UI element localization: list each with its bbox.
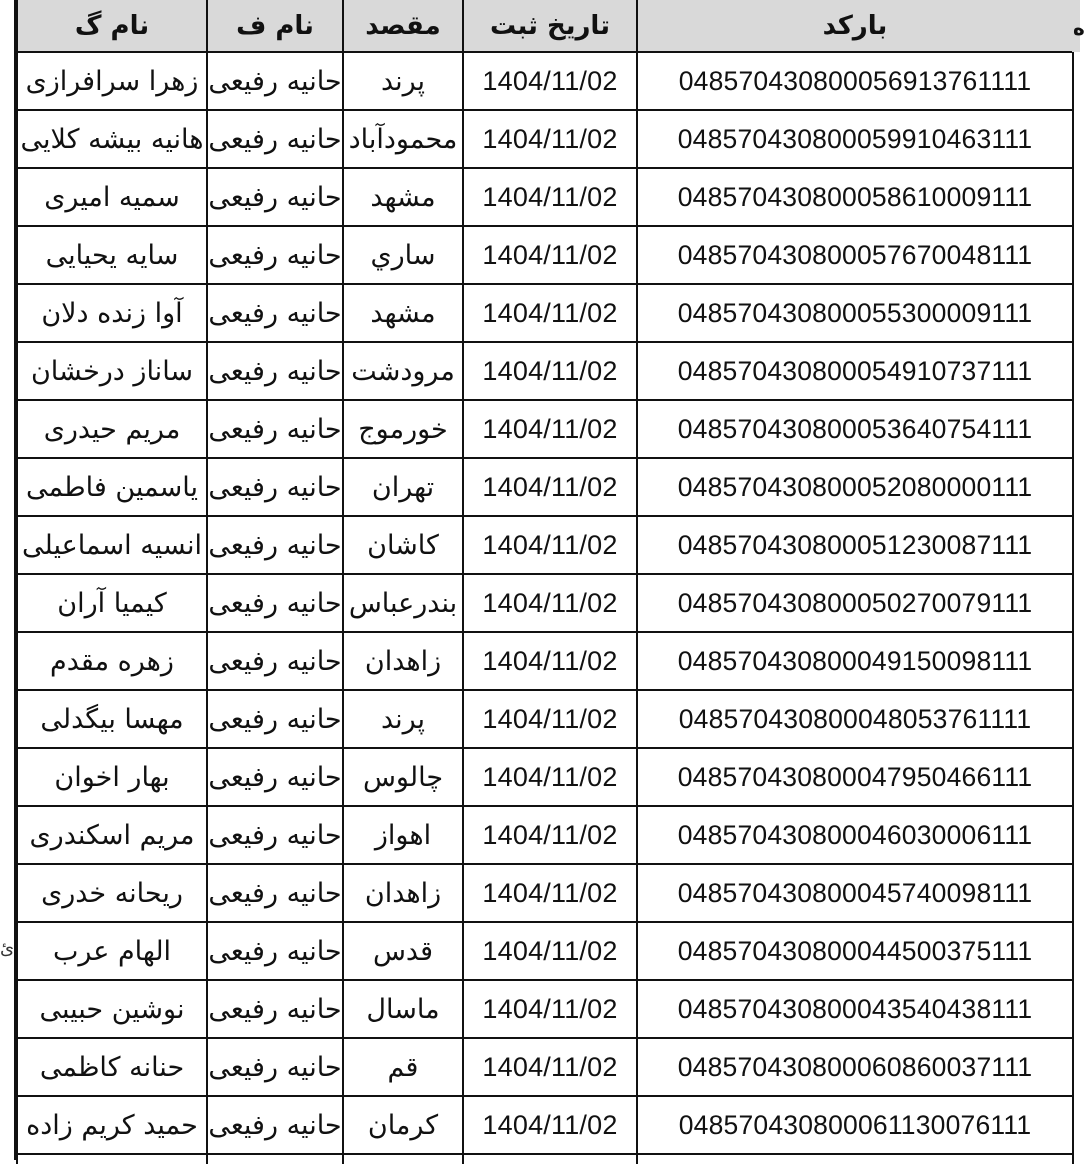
cell-name-g[interactable]: مهسا بیگدلی xyxy=(17,690,207,748)
cell-reg-date[interactable]: 1404/11/02 xyxy=(463,226,637,284)
table-row[interactable] xyxy=(17,458,1073,516)
cell-barcode[interactable]: 048570430800060860037111 xyxy=(637,1038,1073,1096)
cell-destination[interactable]: مرودشت xyxy=(343,342,463,400)
cell-destination[interactable]: کاشان xyxy=(343,516,463,574)
cell-destination[interactable]: قم xyxy=(343,1038,463,1096)
cell-destination[interactable]: کرمان xyxy=(343,1096,463,1154)
cell-destination[interactable]: زاهدان xyxy=(343,864,463,922)
cell-name-g[interactable]: هانیه بیشه کلایی xyxy=(17,110,207,168)
cell-destination[interactable]: مشهد xyxy=(343,284,463,342)
cell-barcode[interactable]: 048570430800057670048111 xyxy=(637,226,1073,284)
header-barcode[interactable]: بارکد xyxy=(637,0,1073,52)
cell-name-g[interactable]: سمیه امیری xyxy=(17,168,207,226)
right-edge-glyph: ه xyxy=(1073,16,1085,40)
cell-reg-date[interactable]: 1404/11/02 xyxy=(463,748,637,806)
cell-name-f[interactable]: حانیه رفیعی xyxy=(207,574,343,632)
cell-empty xyxy=(343,1154,463,1164)
cell-destination[interactable]: ساري xyxy=(343,226,463,284)
header-name-f[interactable]: نام ف xyxy=(207,0,343,52)
cell-barcode[interactable]: 048570430800053640754111 xyxy=(637,400,1073,458)
cell-destination[interactable]: خورموج xyxy=(343,400,463,458)
cell-name-f[interactable]: حانیه رفیعی xyxy=(207,1038,343,1096)
cell-name-g[interactable]: مریم اسکندری xyxy=(17,806,207,864)
cell-name-g[interactable]: حمید کریم زاده xyxy=(17,1096,207,1154)
cell-name-g[interactable]: ساناز درخشان xyxy=(17,342,207,400)
cell-name-f[interactable]: حانیه رفیعی xyxy=(207,690,343,748)
cell-name-f[interactable]: حانیه رفیعی xyxy=(207,284,343,342)
cell-name-f[interactable]: حانیه رفیعی xyxy=(207,806,343,864)
cell-name-g[interactable]: ریحانه خدری xyxy=(17,864,207,922)
cell-name-g[interactable]: یاسمین فاطمی xyxy=(17,458,207,516)
cell-destination[interactable]: زاهدان xyxy=(343,632,463,690)
cell-reg-date[interactable]: 1404/11/02 xyxy=(463,458,637,516)
header-row xyxy=(17,0,1073,52)
cell-destination[interactable]: قدس xyxy=(343,922,463,980)
cell-reg-date[interactable]: 1404/11/02 xyxy=(463,284,637,342)
cell-reg-date[interactable]: 1404/11/02 xyxy=(463,52,637,110)
left-edge-glyph: ئ xyxy=(0,938,15,959)
table-row[interactable] xyxy=(17,864,1073,922)
cell-name-g[interactable]: بهار اخوان xyxy=(17,748,207,806)
cell-name-g[interactable]: زهرا سرافرازی xyxy=(17,52,207,110)
cell-reg-date[interactable]: 1404/11/02 xyxy=(463,168,637,226)
cell-reg-date[interactable]: 1404/11/02 xyxy=(463,400,637,458)
cell-barcode[interactable]: 048570430800050270079111 xyxy=(637,574,1073,632)
cell-reg-date[interactable]: 1404/11/02 xyxy=(463,632,637,690)
cell-name-g[interactable]: آوا زنده دلان xyxy=(17,284,207,342)
cell-name-f[interactable]: حانیه رفیعی xyxy=(207,52,343,110)
table-header xyxy=(17,0,1073,52)
cell-reg-date[interactable]: 1404/11/02 xyxy=(463,574,637,632)
cell-name-f[interactable]: حانیه رفیعی xyxy=(207,748,343,806)
cell-reg-date[interactable]: 1404/11/02 xyxy=(463,1096,637,1154)
cell-name-g[interactable]: الهام عرب xyxy=(17,922,207,980)
cell-empty xyxy=(207,1154,343,1164)
cell-destination[interactable]: پرند xyxy=(343,52,463,110)
cell-reg-date[interactable]: 1404/11/02 xyxy=(463,342,637,400)
table-row[interactable] xyxy=(17,748,1073,806)
header-name-g[interactable]: نام گ xyxy=(17,0,207,52)
header-reg-date[interactable]: تاریخ ثبت xyxy=(463,0,637,52)
cell-barcode[interactable]: 048570430800056913761111 xyxy=(637,52,1073,110)
cell-destination[interactable]: ماسال xyxy=(343,980,463,1038)
cell-destination[interactable]: پرند xyxy=(343,690,463,748)
cell-barcode[interactable]: 048570430800047950466111 xyxy=(637,748,1073,806)
table-row[interactable] xyxy=(17,52,1073,110)
table-row[interactable] xyxy=(17,168,1073,226)
cell-destination[interactable]: اهواز xyxy=(343,806,463,864)
cell-barcode[interactable]: 048570430800046030006111 xyxy=(637,806,1073,864)
cell-barcode[interactable]: 048570430800052080000111 xyxy=(637,458,1073,516)
cell-name-g[interactable]: حنانه کاظمی xyxy=(17,1038,207,1096)
table-row-partial xyxy=(17,1154,1073,1164)
cell-name-g[interactable]: مریم حیدری xyxy=(17,400,207,458)
cell-name-g[interactable]: انسیه اسماعیلی xyxy=(17,516,207,574)
table-row[interactable] xyxy=(17,690,1073,748)
cell-name-f[interactable]: حانیه رفیعی xyxy=(207,458,343,516)
cell-name-f[interactable]: حانیه رفیعی xyxy=(207,226,343,284)
table-row[interactable] xyxy=(17,1096,1073,1154)
cell-name-f[interactable]: حانیه رفیعی xyxy=(207,516,343,574)
cell-name-f[interactable]: حانیه رفیعی xyxy=(207,922,343,980)
cell-barcode[interactable]: 048570430800061130076111 xyxy=(637,1096,1073,1154)
cell-empty xyxy=(17,1154,207,1164)
cell-barcode[interactable]: 048570430800054910737111 xyxy=(637,342,1073,400)
cell-name-g[interactable]: کیمیا آران xyxy=(17,574,207,632)
shipments-table xyxy=(16,0,1074,1164)
cell-destination[interactable]: تهران xyxy=(343,458,463,516)
cell-destination[interactable]: مشهد xyxy=(343,168,463,226)
cell-barcode[interactable]: 048570430800051230087111 xyxy=(637,516,1073,574)
right-edge-column-fragment xyxy=(1072,0,1085,1160)
cell-reg-date[interactable]: 1404/11/02 xyxy=(463,516,637,574)
cell-name-f[interactable]: حانیه رفیعی xyxy=(207,168,343,226)
cell-name-f[interactable]: حانیه رفیعی xyxy=(207,110,343,168)
cell-barcode[interactable]: 048570430800049150098111 xyxy=(637,632,1073,690)
table-row[interactable] xyxy=(17,922,1073,980)
cell-barcode[interactable]: 048570430800045740098111 xyxy=(637,864,1073,922)
table-row[interactable] xyxy=(17,284,1073,342)
cell-name-f[interactable]: حانیه رفیعی xyxy=(207,342,343,400)
table-body xyxy=(17,52,1073,1164)
cell-name-f[interactable]: حانیه رفیعی xyxy=(207,980,343,1038)
table-row[interactable] xyxy=(17,226,1073,284)
table-row[interactable] xyxy=(17,516,1073,574)
cell-name-g[interactable]: سایه یحیایی xyxy=(17,226,207,284)
cell-reg-date[interactable]: 1404/11/02 xyxy=(463,922,637,980)
cell-name-f[interactable]: حانیه رفیعی xyxy=(207,1096,343,1154)
cell-name-g[interactable]: زهره مقدم xyxy=(17,632,207,690)
left-edge-column-fragment xyxy=(0,0,16,1160)
table-row[interactable] xyxy=(17,632,1073,690)
table-row[interactable] xyxy=(17,342,1073,400)
cell-name-f[interactable]: حانیه رفیعی xyxy=(207,400,343,458)
table-row[interactable] xyxy=(17,980,1073,1038)
cell-barcode[interactable]: 048570430800055300009111 xyxy=(637,284,1073,342)
table-row[interactable] xyxy=(17,574,1073,632)
cell-barcode[interactable]: 048570430800048053761111 xyxy=(637,690,1073,748)
cell-reg-date[interactable]: 1404/11/02 xyxy=(463,110,637,168)
cell-name-f[interactable]: حانیه رفیعی xyxy=(207,864,343,922)
cell-name-g[interactable]: نوشین حبیبی xyxy=(17,980,207,1038)
table-row[interactable] xyxy=(17,806,1073,864)
cell-reg-date[interactable]: 1404/11/02 xyxy=(463,1038,637,1096)
table-row[interactable] xyxy=(17,110,1073,168)
table-row[interactable] xyxy=(17,1038,1073,1096)
cell-empty xyxy=(463,1154,637,1164)
cell-barcode[interactable]: 048570430800058610009111 xyxy=(637,168,1073,226)
cell-name-f[interactable]: حانیه رفیعی xyxy=(207,632,343,690)
cell-reg-date[interactable]: 1404/11/02 xyxy=(463,980,637,1038)
cell-reg-date[interactable]: 1404/11/02 xyxy=(463,690,637,748)
cell-reg-date[interactable]: 1404/11/02 xyxy=(463,806,637,864)
cell-destination[interactable]: بندرعباس xyxy=(343,574,463,632)
cell-barcode[interactable]: 048570430800044500375111 xyxy=(637,922,1073,980)
cell-barcode[interactable]: 048570430800043540438111 xyxy=(637,980,1073,1038)
header-destination[interactable]: مقصد xyxy=(343,0,463,52)
cell-empty xyxy=(637,1154,1073,1164)
cell-reg-date[interactable]: 1404/11/02 xyxy=(463,864,637,922)
cell-destination[interactable]: محمودآباد xyxy=(343,110,463,168)
cell-destination[interactable]: چالوس xyxy=(343,748,463,806)
cell-barcode[interactable]: 048570430800059910463111 xyxy=(637,110,1073,168)
table-row[interactable] xyxy=(17,400,1073,458)
